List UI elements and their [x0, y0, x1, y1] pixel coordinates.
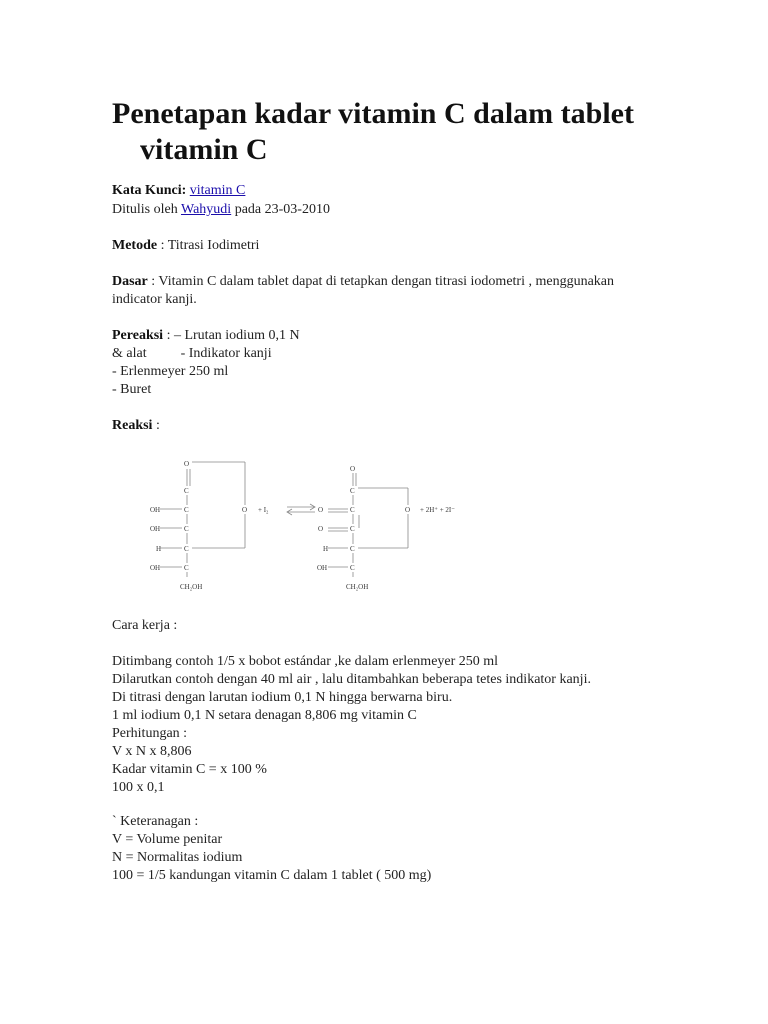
- basis-label: Dasar: [112, 274, 148, 289]
- procedure-line: Ditimbang contoh 1/5 x bobot estándar ,ke dalam erlenmeyer 250 ml: [112, 654, 499, 669]
- left-atom-h: H: [156, 545, 162, 553]
- reagent-line-4: - Buret: [112, 382, 152, 397]
- procedure-line: 1 ml iodium 0,1 N setara denagan 8,806 mg vitamin C: [112, 708, 417, 723]
- left-atom-c5: C: [184, 564, 189, 572]
- right-atom-o-ring: O: [405, 506, 411, 514]
- right-atom-o-top: O: [350, 465, 356, 473]
- reaction-products: + 2H⁺ + 2I⁻: [420, 506, 455, 514]
- reaction-colon: :: [152, 418, 160, 433]
- basis-line-2: indicator kanji.: [112, 292, 197, 307]
- left-atom-ch2oh: CH₂OH: [180, 583, 203, 591]
- reactant-i2: + I₂: [258, 506, 269, 514]
- left-atom-oh3: OH: [150, 564, 161, 572]
- method-line: [112, 237, 259, 255]
- legend-line: V = Volume penitar: [112, 832, 223, 847]
- procedure-line: Dilarutkan contoh dengan 40 ml air , lalu ditambahkan beberapa tetes indikator kanji.: [112, 672, 591, 687]
- left-atom-c3: C: [184, 525, 189, 533]
- equipment-label: & alat: [112, 346, 147, 361]
- keyword-link[interactable]: vitamin C: [189, 183, 246, 198]
- legend-heading: ` Keteranagan :: [112, 814, 199, 829]
- keyword-line: [112, 182, 245, 200]
- calculation-heading: Perhitungan :: [112, 726, 188, 741]
- method-value: : Titrasi Iodimetri: [157, 238, 260, 253]
- reagent-line-2: [112, 345, 272, 363]
- reagent-line-1: [112, 327, 300, 345]
- reaction-label: Reaksi: [112, 418, 153, 433]
- legend-line: 100 = 1/5 kandungan vitamin C dalam 1 tablet ( 500 mg): [112, 868, 432, 883]
- left-atom-c2: C: [184, 506, 189, 514]
- right-atom-c1: C: [350, 487, 355, 495]
- reagent-text: : – Lrutan iodium 0,1 N: [163, 328, 300, 343]
- formula-numerator: V x N x 8,806: [112, 744, 192, 759]
- reagent-label: Pereaksi: [112, 328, 164, 343]
- publish-date: pada 23-03-2010: [234, 202, 330, 217]
- reaction-diagram: [140, 455, 500, 600]
- formula-line: Kadar vitamin C = x 100 %: [112, 762, 267, 777]
- written-by-label: Ditulis oleh: [112, 202, 178, 217]
- left-atom-c1: C: [184, 487, 189, 495]
- left-atom-o-top: O: [184, 460, 190, 468]
- right-atom-c4: C: [350, 545, 355, 553]
- author-link[interactable]: Wahyudi: [180, 202, 232, 217]
- right-atom-c2: C: [350, 506, 355, 514]
- reagent-line-3: - Erlenmeyer 250 ml: [112, 364, 229, 379]
- right-atom-ch2oh: CH₂OH: [346, 583, 369, 591]
- basis-text: : Vitamin C dalam tablet dapat di tetapkan dengan titrasi iodometri , menggunakan: [147, 274, 615, 289]
- procedure-heading: Cara kerja :: [112, 618, 178, 633]
- legend-line: N = Normalitas iodium: [112, 850, 243, 865]
- reagent-indicator: - Indikator kanji: [180, 346, 272, 361]
- formula-denominator: 100 x 0,1: [112, 780, 165, 795]
- page-title: Penetapan kadar vitamin C dalam tablet vitamin C: [112, 97, 634, 166]
- method-label: Metode: [112, 238, 158, 253]
- right-atom-h: H: [323, 545, 329, 553]
- procedure-line: Di titrasi dengan larutan iodium 0,1 N hingga berwarna biru.: [112, 690, 453, 705]
- left-atom-oh1: OH: [150, 506, 161, 514]
- right-atom-c5: C: [350, 564, 355, 572]
- reaction-heading: [112, 417, 160, 435]
- right-atom-o1: O: [318, 506, 324, 514]
- right-atom-c3: C: [350, 525, 355, 533]
- left-atom-c4: C: [184, 545, 189, 553]
- right-atom-oh: OH: [317, 564, 328, 572]
- left-atom-oh2: OH: [150, 525, 161, 533]
- basis-line-1: [112, 273, 614, 291]
- keyword-label: Kata Kunci:: [112, 183, 187, 198]
- right-atom-o2: O: [318, 525, 324, 533]
- left-atom-o-ring: O: [242, 506, 248, 514]
- author-line: [112, 201, 330, 219]
